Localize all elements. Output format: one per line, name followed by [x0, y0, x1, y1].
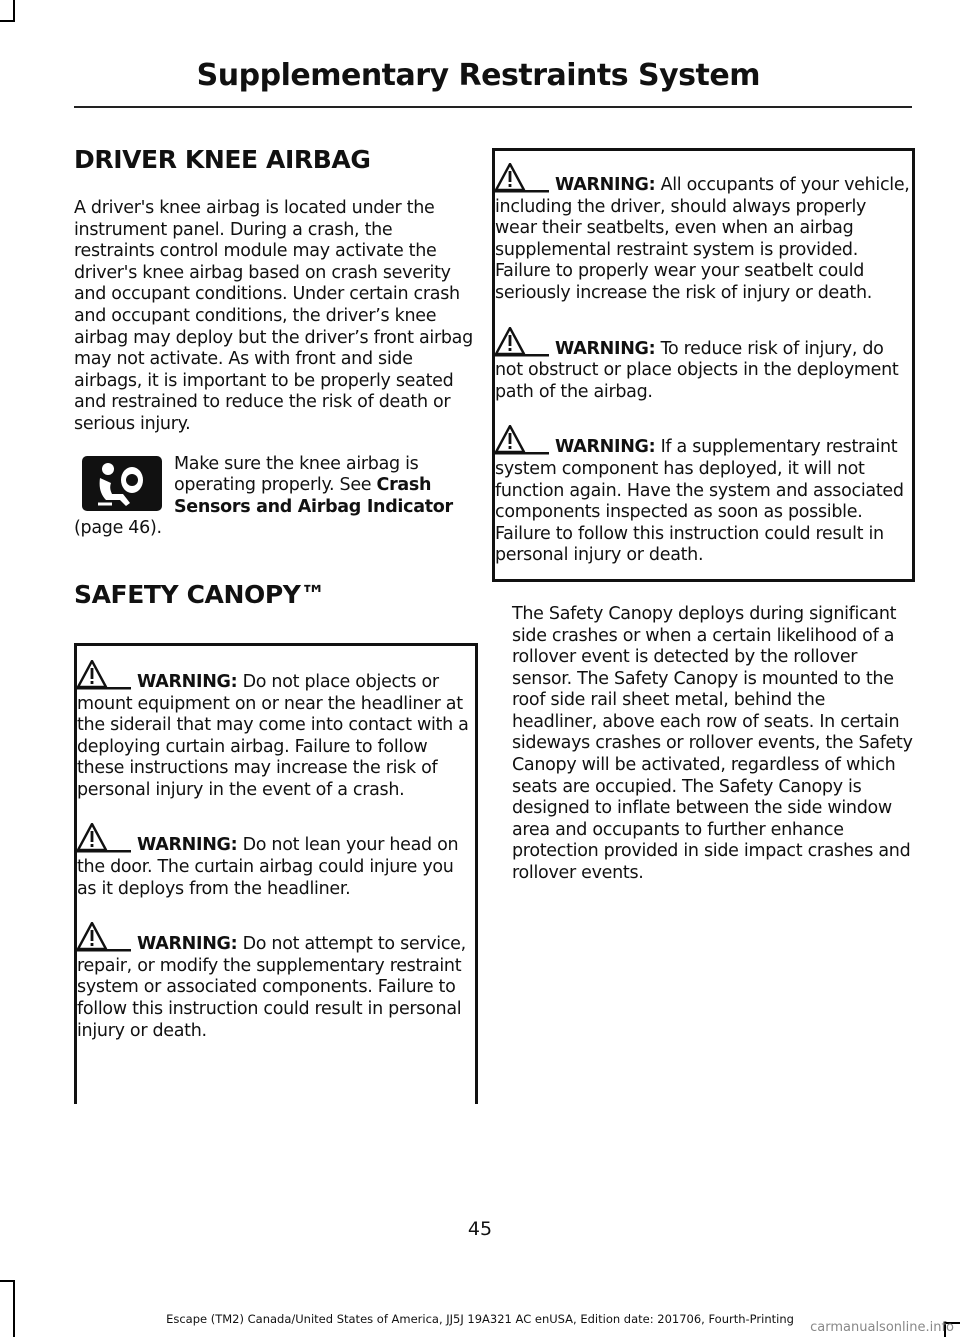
watermark: carmanualsonline.info [810, 1320, 954, 1335]
warning-label: WARNING: [137, 934, 238, 955]
warning-triangle-icon [495, 425, 549, 455]
warning-label: WARNING: [555, 437, 656, 458]
knee-airbag-body: A driver's knee airbag is located under the instrument panel. During a crash, the restraints control module may activate the driver's knee airbag based on crash severity and occupant conditions. Under certain crash and occupant conditions, the driver’s knee airbag may deploy but the driver’s front airbag may not activate. As with front and side airbags, it is important to be properly seated and restrained to reduce the risk of death or serious injury. [74, 198, 473, 434]
warning-text: Do not lean your head on the door. The curtain airbag could injure you as it deploys from the headliner. [77, 835, 459, 899]
warning-label: WARNING: [555, 175, 656, 195]
airbag-warning-icon [82, 456, 162, 511]
warning-label: WARNING: [137, 671, 238, 692]
warning-text: Do not place objects or mount equipment on or near the headliner at the siderail that may come into contact with a deploying curtain airbag. Failure to follow these instructions may increase the risk of personal injury in the event of a crash. [77, 671, 469, 800]
knee-airbag-heading: DRIVER KNEE AIRBAG [74, 145, 371, 174]
warning-item [77, 660, 475, 802]
crop-mark [13, 1280, 15, 1337]
warning-label: WARNING: [555, 338, 656, 359]
warning-text: Do not attempt to service, repair, or modify the supplementary restraint system or associated components. Failure to follow this instruction could result in personal injury or death. [77, 934, 466, 1041]
crop-mark [0, 20, 15, 22]
indicator-page-reference: (page 46). [74, 518, 162, 539]
header-divider [74, 106, 912, 108]
warning-item [77, 823, 475, 900]
warning-item [495, 425, 912, 567]
left-column [74, 145, 478, 1104]
warning-text: To reduce risk of injury, do not obstruct or place objects in the deployment path of the airbag. [495, 338, 899, 402]
warning-triangle-icon [77, 922, 131, 952]
warning-item [495, 163, 912, 305]
indicator-cross-reference[interactable]: Crash Sensors and Airbag Indicator [174, 475, 453, 517]
page-number: 45 [467, 1218, 493, 1240]
warning-text: All occupants of your vehicle, including the driver, should always properly wear their seatbelts, even when an airbag supplemental restraint system is provided. Failure to properly wear your seatbelt could seriously increase the risk of injury or death. [495, 175, 910, 303]
safety-canopy-body: The Safety Canopy deploys during significant side crashes or when a certain likelihood of a rollover event is detected by the rollover sensor. The Safety Canopy is mounted to the roof side rail sheet metal, behind the headliner, above each row of seats. In certain sideways crashes or rollover events, the Safety Canopy will be activated, regardless of which seats are occupied. The Safety Canopy is designed to inflate between the side window area and occupants to further enhance protection provided in side impact crashes and rollover events. [512, 603, 913, 884]
warning-label: WARNING: [137, 835, 238, 856]
warning-triangle-icon [77, 660, 131, 690]
right-column [492, 148, 915, 885]
warning-text: If a supplementary restraint system component has deployed, it will not function again. Have the system and associated components inspected as soon as possible. Failure to follow this instruction could result in personal injury or death. [495, 437, 904, 566]
airbag-indicator-note [74, 454, 478, 540]
warning-item [77, 922, 475, 1042]
warning-triangle-icon [495, 163, 549, 193]
left-warning-box [74, 643, 478, 1104]
crop-mark [0, 1280, 15, 1282]
footer-edition-info: Escape (TM2) Canada/United States of America, JJ5J 19A321 AC enUSA, Edition date: 201706, Fourth-Printing [166, 1312, 794, 1326]
right-warning-box [492, 148, 915, 582]
crop-mark [13, 0, 15, 22]
page-header-title: Supplementary Restraints System [196, 58, 760, 93]
warning-triangle-icon [77, 823, 131, 853]
warning-item [495, 327, 912, 404]
safety-canopy-heading: SAFETY CANOPY™ [74, 579, 326, 609]
indicator-text-lead: Make sure the knee airbag is operating properly. See [174, 453, 419, 496]
warning-triangle-icon [495, 327, 549, 357]
indicator-instruction [174, 454, 478, 519]
